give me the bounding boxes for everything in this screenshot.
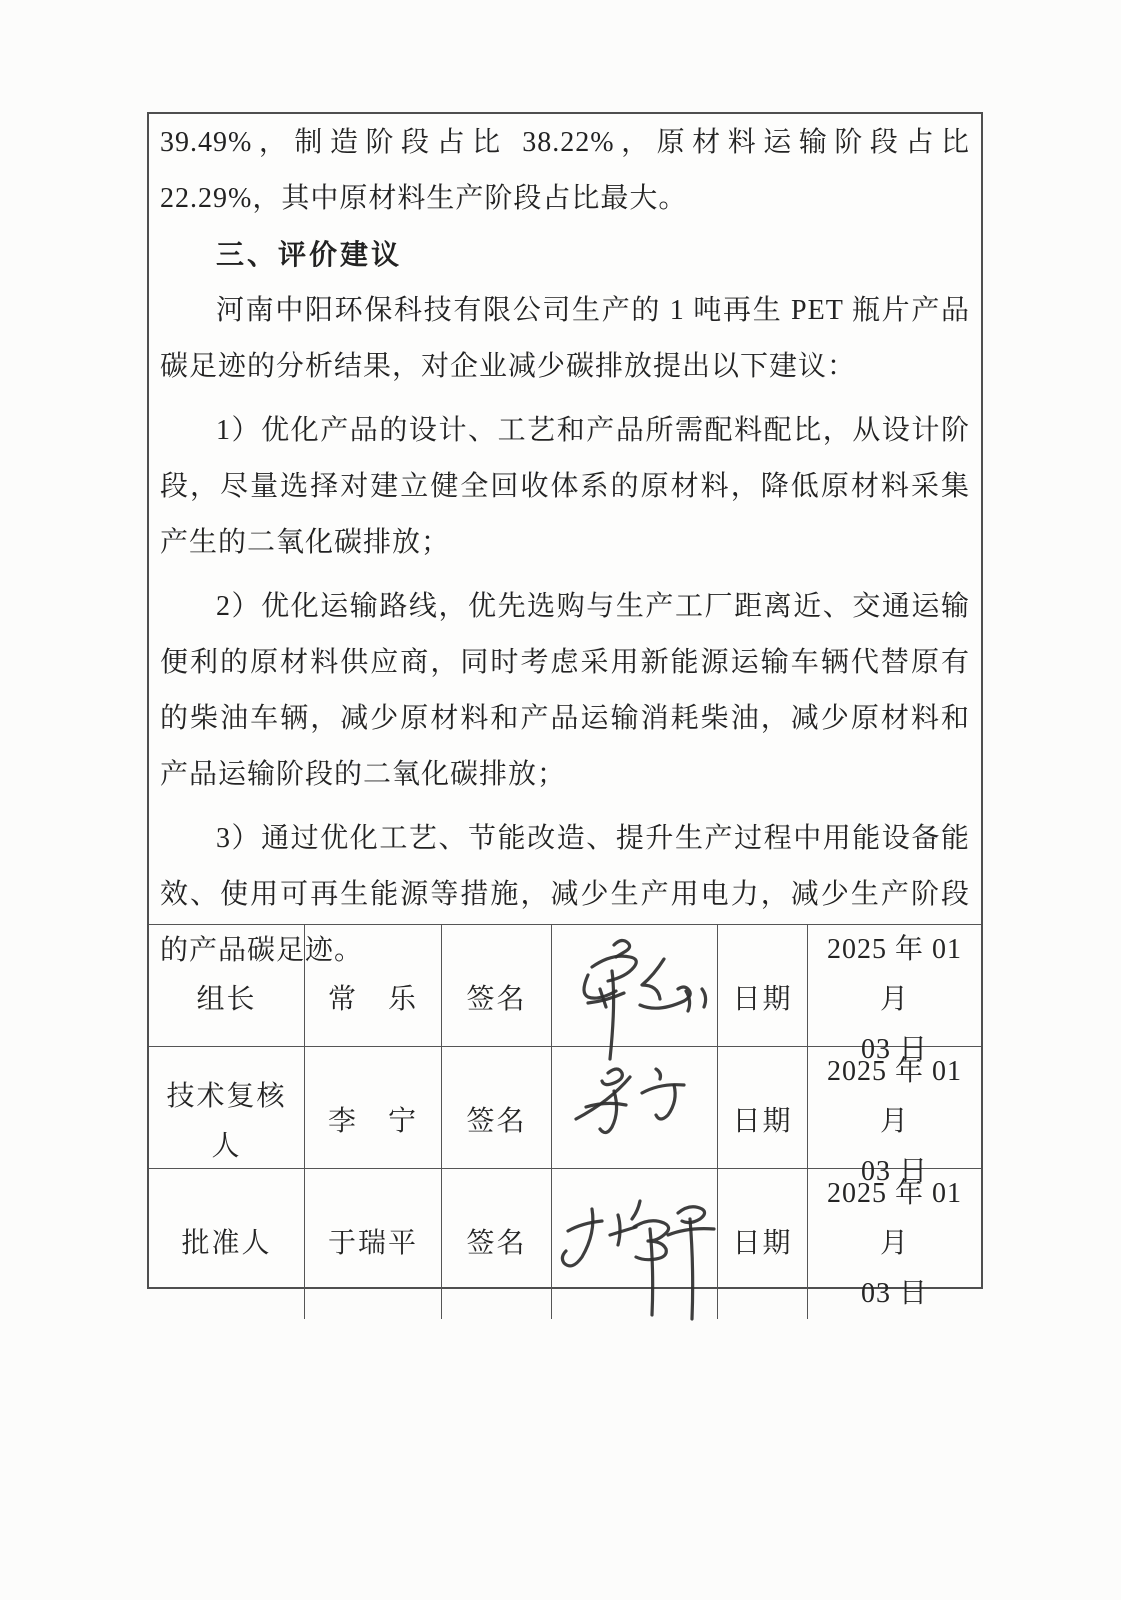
date-label-cell: 日期 (718, 925, 808, 1075)
signature-li-ning-icon (552, 1047, 718, 1168)
name-cell: 常 乐 (305, 925, 442, 1075)
paragraph-suggestion-3: 3）通过优化工艺、节能改造、提升生产过程中用能设备能效、使用可再生能源等措施，减少生产用电力，减少生产阶段的产品碳足迹。 (160, 823, 970, 966)
date-label-cell: 日期 (718, 1047, 808, 1197)
table-row-leader (149, 924, 981, 1065)
signature-chang-le-icon (552, 925, 718, 1046)
paragraph-intro: 河南中阳环保科技有限公司生产的 1 吨再生 PET 瓶片产品碳足迹的分析结果，对企业减少碳排放提出以下建议： (160, 295, 970, 382)
paragraph-suggestion-2: 2）优化运输路线，优先选购与生产工厂距离近、交通运输便利的原材料供应商，同时考虑采用新能源运输车辆代替原有的柴油车辆，减少原材料和产品运输消耗柴油，减少原材料和产品运输阶段的二氧化碳排放； (160, 591, 970, 790)
date-line-1: 2025 年 01 月 (826, 934, 962, 1015)
paragraph-conclusion-continued: 39.49%，制造阶段占比 38.22%，原材料运输阶段占比 22.29%，其中原材料生产阶段占比最大。 (160, 127, 970, 214)
report-content-frame (147, 112, 983, 1309)
date-label-cell: 日期 (718, 1169, 808, 1319)
name-cell: 李 宁 (305, 1047, 442, 1197)
role-cell: 技术复核人 (149, 1047, 305, 1197)
paragraph-suggestion-1: 1）优化产品的设计、工艺和产品所需配料配比，从设计阶段，尽量选择对建立健全回收体系的原材料，降低原材料采集产生的二氧化碳排放； (160, 415, 970, 558)
signature-table (149, 924, 981, 1309)
name-cell: 于瑞平 (305, 1169, 442, 1319)
date-line-1: 2025 年 01 月 (826, 1056, 962, 1137)
date-line-1: 2025 年 01 月 (826, 1178, 962, 1259)
signature-cell (552, 1169, 718, 1319)
date-cell (808, 1169, 981, 1319)
sign-label-cell: 签名 (442, 1047, 552, 1197)
section-heading-evaluation-suggestions: 三、评价建议 (216, 239, 403, 270)
table-row-technical-reviewer (149, 1046, 981, 1187)
date-line-2: 03 日 (860, 1278, 928, 1309)
table-row-approver (149, 1168, 981, 1309)
date-line-2: 03 日 (860, 1156, 928, 1187)
role-cell: 批准人 (149, 1169, 305, 1319)
date-line-2: 03 日 (860, 1034, 928, 1065)
role-cell: 组长 (149, 925, 305, 1075)
sign-label-cell: 签名 (442, 925, 552, 1075)
sign-label-cell: 签名 (442, 1169, 552, 1319)
signature-yu-ruiping-icon (552, 1169, 718, 1329)
report-body-text (149, 114, 981, 966)
